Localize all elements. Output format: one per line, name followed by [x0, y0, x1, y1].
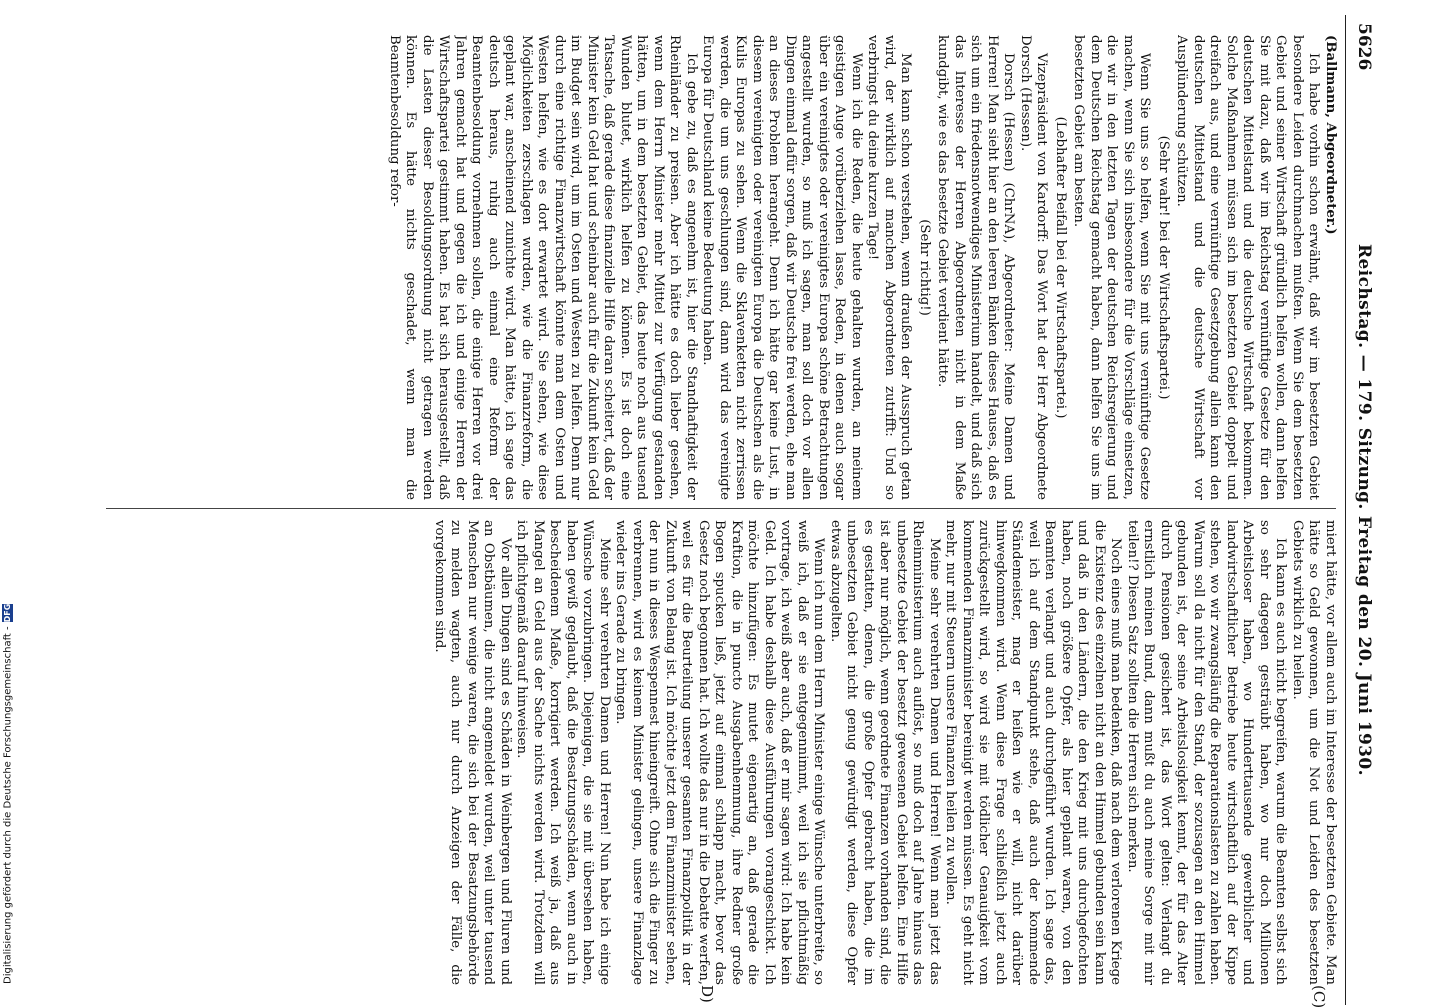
- paragraph: Meine sehr verehrten Damen und Herren! Wenn man jetzt das Rheinministerium auch auflöst, so muß doch auf Jahre hinaus das unbesetzte Gebiet der besetzt gewesenen Gebiet helfen. Eine Hilfe ist aber nur möglich, wenn geordnete Finanzen vorhanden sind, die es gestatten, denen, die große Opfer gebracht haben, die im unbesetzten Gebiet nicht genug gewürdigt werden, diese Opfer etwas abzugelten.: [828, 520, 942, 985]
- credit-text: Digitalisierung gefördert durch die Deutsche Forschungsgemeinschaft -: [2, 626, 14, 984]
- left-column: [98, 35, 1338, 500]
- right-column: [98, 520, 1338, 985]
- paragraph: miert hätte, vor allem auch im Interesse der besetzten Gebiete. Man hätte so Geld gewonnen, um die Not und Leiden des besetzten Gebiets wirklich zu heilen.: [1290, 520, 1338, 985]
- paragraph: Wenn ich die Reden, die heute gehalten wurden, an meinem geistigen Auge vorüberziehen lasse, Reden, in denen auch sogar über ein vereinigtes oder vereinigtes Europa schöne Betrachtungen angestellt wurden, so muß ich sagen, man soll doch vor allen Dingen einmal dafür sorgen, daß wir Deutsche frei werden, ehe man an dieses Problem herangeht. Denn ich hätte gar keine Lust, in diesem vereinigten oder vereinigten Europa die Deutschen als die Kulis Europas zu sehen. Wenn die Sklavenketten nicht zerrissen werden, die um uns geschlungen sind, dann wird das vereinigte Europa für Deutschland keine Bedeutung haben.: [700, 35, 864, 500]
- speaker-heading: (Ballmann, Abgeordneter.): [1323, 35, 1338, 235]
- paragraph: Vor allen Dingen sind es Schäden in Weinbergen und Fluren und an Obstbäumen, die nicht angemeldet wurden, weil unter tausend Menschen nur wenige waren, die sich bei der Besatzungsbehörde zu melden wagten, auch nur durch Anzeigen der Fälle, die vorgekommen sind.: [432, 520, 513, 985]
- paragraph: Meine sehr verehrten Damen und Herren! Nun habe ich einige Wünsche vorzubringen. Diejenigen, die sie mit übersehen haben, haben gewiß geglaubt, daß die Besatzungsschäden, wenn auch in bescheidenem Maße, korrigiert werden. Ich weiß ja, daß aus Mangel an Geld aus der Sache nichts werden wird. Trotzdem will ich pflichtgemäß darauf hinweisen.: [514, 520, 612, 985]
- running-title: Reichstag. — 179. Sitzung. Freitag den 20. Juni 1930.: [1354, 244, 1374, 776]
- dfg-logo: DFG: [3, 603, 12, 623]
- paragraph: Vizepräsident von Kardorff: Das Wort hat der Herr Abgeordnete Dorsch (Hessen).: [1018, 35, 1050, 500]
- paragraph: Wenn ich nun dem Herrn Minister einige Wünsche unterbreite, so weiß ich, daß er sie entgegennimmt, weil ich sie pflichtmäßig vortrage, ich weiß aber auch, daß er mir sagen wird: Ich habe kein Geld. Ich habe deshalb diese Ausführungen vorangeschickt. Ich möchte hinzufügen: Es mutet eigenartig an, daß gerade die Kraftion, die in puncto Ausgabenhemmung, ihre Redner große Bogen spucken ließ, jetzt auf einmal schlapp macht, bevor das Gesetz noch begonnen hat. Ich wollte das nur in die Debatte werfen, weil es für die Beurteilung unserer gesamten Finanzpolitik in der Zukunft von Belang ist. Ich möchte jetzt dem Finanzminister sehen, der nun in dieses Wespennest hineingreift. Ohne sich die Finger zu verbrennen, wird es keinem Minister gelingen, unsere Finanzlage wieder ins Gerade zu bringen.: [613, 520, 827, 985]
- interjection: (Sehr richtig!): [917, 219, 932, 316]
- paragraph: Noch eines muß man bedenken, daß nach dem verlorenen Kriege die Existenz des einzelnen nicht an den Himmel gebunden sein kann und daß in den Ländern, die den Krieg mit uns durchgefochten haben, noch größere Opfer, als hier geplant waren, von den Beamten verlangt und auch durchgeführt wurden. Ich sage das, weil ich auf dem Standpunkt stehe, daß auch der kommende Ständemeister, mag er heißen wie er will, nicht darüber hinwegkommen wird. Wenn diese Frage schließlich jetzt auch zurückgestellt wird, so wird sie mit tödlicher Genauigkeit vom kommenden Finanzminister bereinigt werden müssen. Es geht nicht mehr, nur mit Steuern unsere Finanzen heilen zu wollen.: [943, 520, 1124, 985]
- margin-mark-c: (C): [1310, 985, 1328, 1008]
- margin-mark-d: D): [698, 985, 716, 1003]
- paragraph: Dorsch (Hessen) (ChrNA), Abgeordneter: Meine Damen und Herren! Man sieht hier an den leeren Bänken dieses Hauses, daß es sich um ein friedensnotwendiges Ministerium handelt, und daß sich das Interesse der Herren Abgeordneten nicht in dem Maße kundgibt, wie es das besetzte Gebiet verdient hätte.: [935, 35, 1017, 500]
- interjection: (Lebhafter Beifall bei der Wirtschaftspartei.): [1053, 116, 1068, 419]
- digitization-credit: [2, 604, 16, 984]
- paragraph: Ich habe vorhin schon erwähnt, daß wir im besetzten Gebiet besondere Leiden durchmachen mußten. Wenn Sie dem besetzten Gebiet und seiner Wirtschaft gründlich helfen wollen, dann helfen Sie mit dazu, daß wir im Reichstag vernünftige Gesetze für den deutschen Mittelstand und die deutsche Wirtschaft bekommen. Solche Maßnahmen müssen sich im besetzten Gebiet doppelt und dreifach aus, und eine vernünftige Gesetzgebung allein kann den deutschen Mittelstand und die deutsche Wirtschaft vor Ausplünderung schützen.: [1174, 35, 1322, 500]
- interjection: (Sehr wahr! bei der Wirtschaftspartei.): [1156, 135, 1171, 400]
- paragraph: Wenn Sie uns so helfen, wenn Sie mit uns vernünftige Gesetze machen, wenn Sie sich insbesondere für die Vorschläge einsetzen, die wir in den letzten Tagen der deutschen Reichsregierung und dem Deutschen Reichstag gemacht haben, dann helfen Sie uns im besetzten Gebiet am besten.: [1071, 35, 1153, 500]
- page-number: 5626: [1354, 23, 1374, 71]
- rotated-page: [80, 15, 1380, 1008]
- paragraph: Ich gebe zu, daß es angenehm ist, hier die Standhaftigkeit der Rheinländer zu preisen. Aber ich hätte es doch lieber gesehen, wenn dem Herrn Minister mehr Mittel zur Verfügung gestanden hätten, um in dem besetzten Gebiet, das heute noch aus tausend Wunden blutet, wirklich helfen zu können. Es ist doch eine Tatsache, daß gerade diese finanzielle Hilfe daran scheitert, daß der Minister kein Geld hat und scheinbar auch für die Zukunft kein Geld im Budget sein wird, um im Osten und Westen zu helfen. Denn nur durch eine richtige Finanzwirtschaft könnte man dem Osten und Westen helfen, wie es dort erwartet wird. Sie sehen, wie diese Möglichkeiten zerschlagen wurden, wie die Finanzreform, die geplant war, anscheinend zunichte wird. Man hätte, ich sage das deutsch heraus, ruhig auch einmal eine Reform der Beamtenbesoldung vornehmen sollen, die einige Herren vor drei Jahren gemacht hat und gegen die ich und einige Herren der Wirtschaftspartei gestimmt haben. Es hat sich herausgestellt, daß die Lasten dieser Besoldungsordnung nicht getragen werden können. Es hätte nichts geschadet, wenn man die Beamtenbesoldung refor-: [387, 35, 699, 500]
- running-header: [1345, 15, 1380, 1005]
- column-divider: [106, 508, 1336, 509]
- paragraph: Man kann schon verstehen, wenn draußen der Ausspruch getan wird, der wirklich auf manchen Abgeordneten zutrifft: Und so verbringst du deine kurzen Tage!: [865, 35, 914, 500]
- paragraph: Ich kann es auch nicht begreifen, warum die Beamten selbst sich so sehr dagegen gesträubt haben, wo nur doch Millionen Arbeitsloser haben, wo Hunderttausende gewerblicher und landwirtschaftlicher Betriebe heute wirtschaftlich auf der Kippe stehen, wo wir zwangsläufig die Reparationslasten zu zahlen haben. Warum soll da nicht für den Stand, der sozusagen an den Himmel gebunden ist, der seine Arbeitslosigkeit kennt, der für das Alter durch Pensionen gesichert ist, das Wort gelten: Verlangt du ernstlich meinen Bund, dann mußt du auch meine Sorge mit mir teilen!? Diesen Satz sollten die Herren sich merken.: [1125, 520, 1289, 985]
